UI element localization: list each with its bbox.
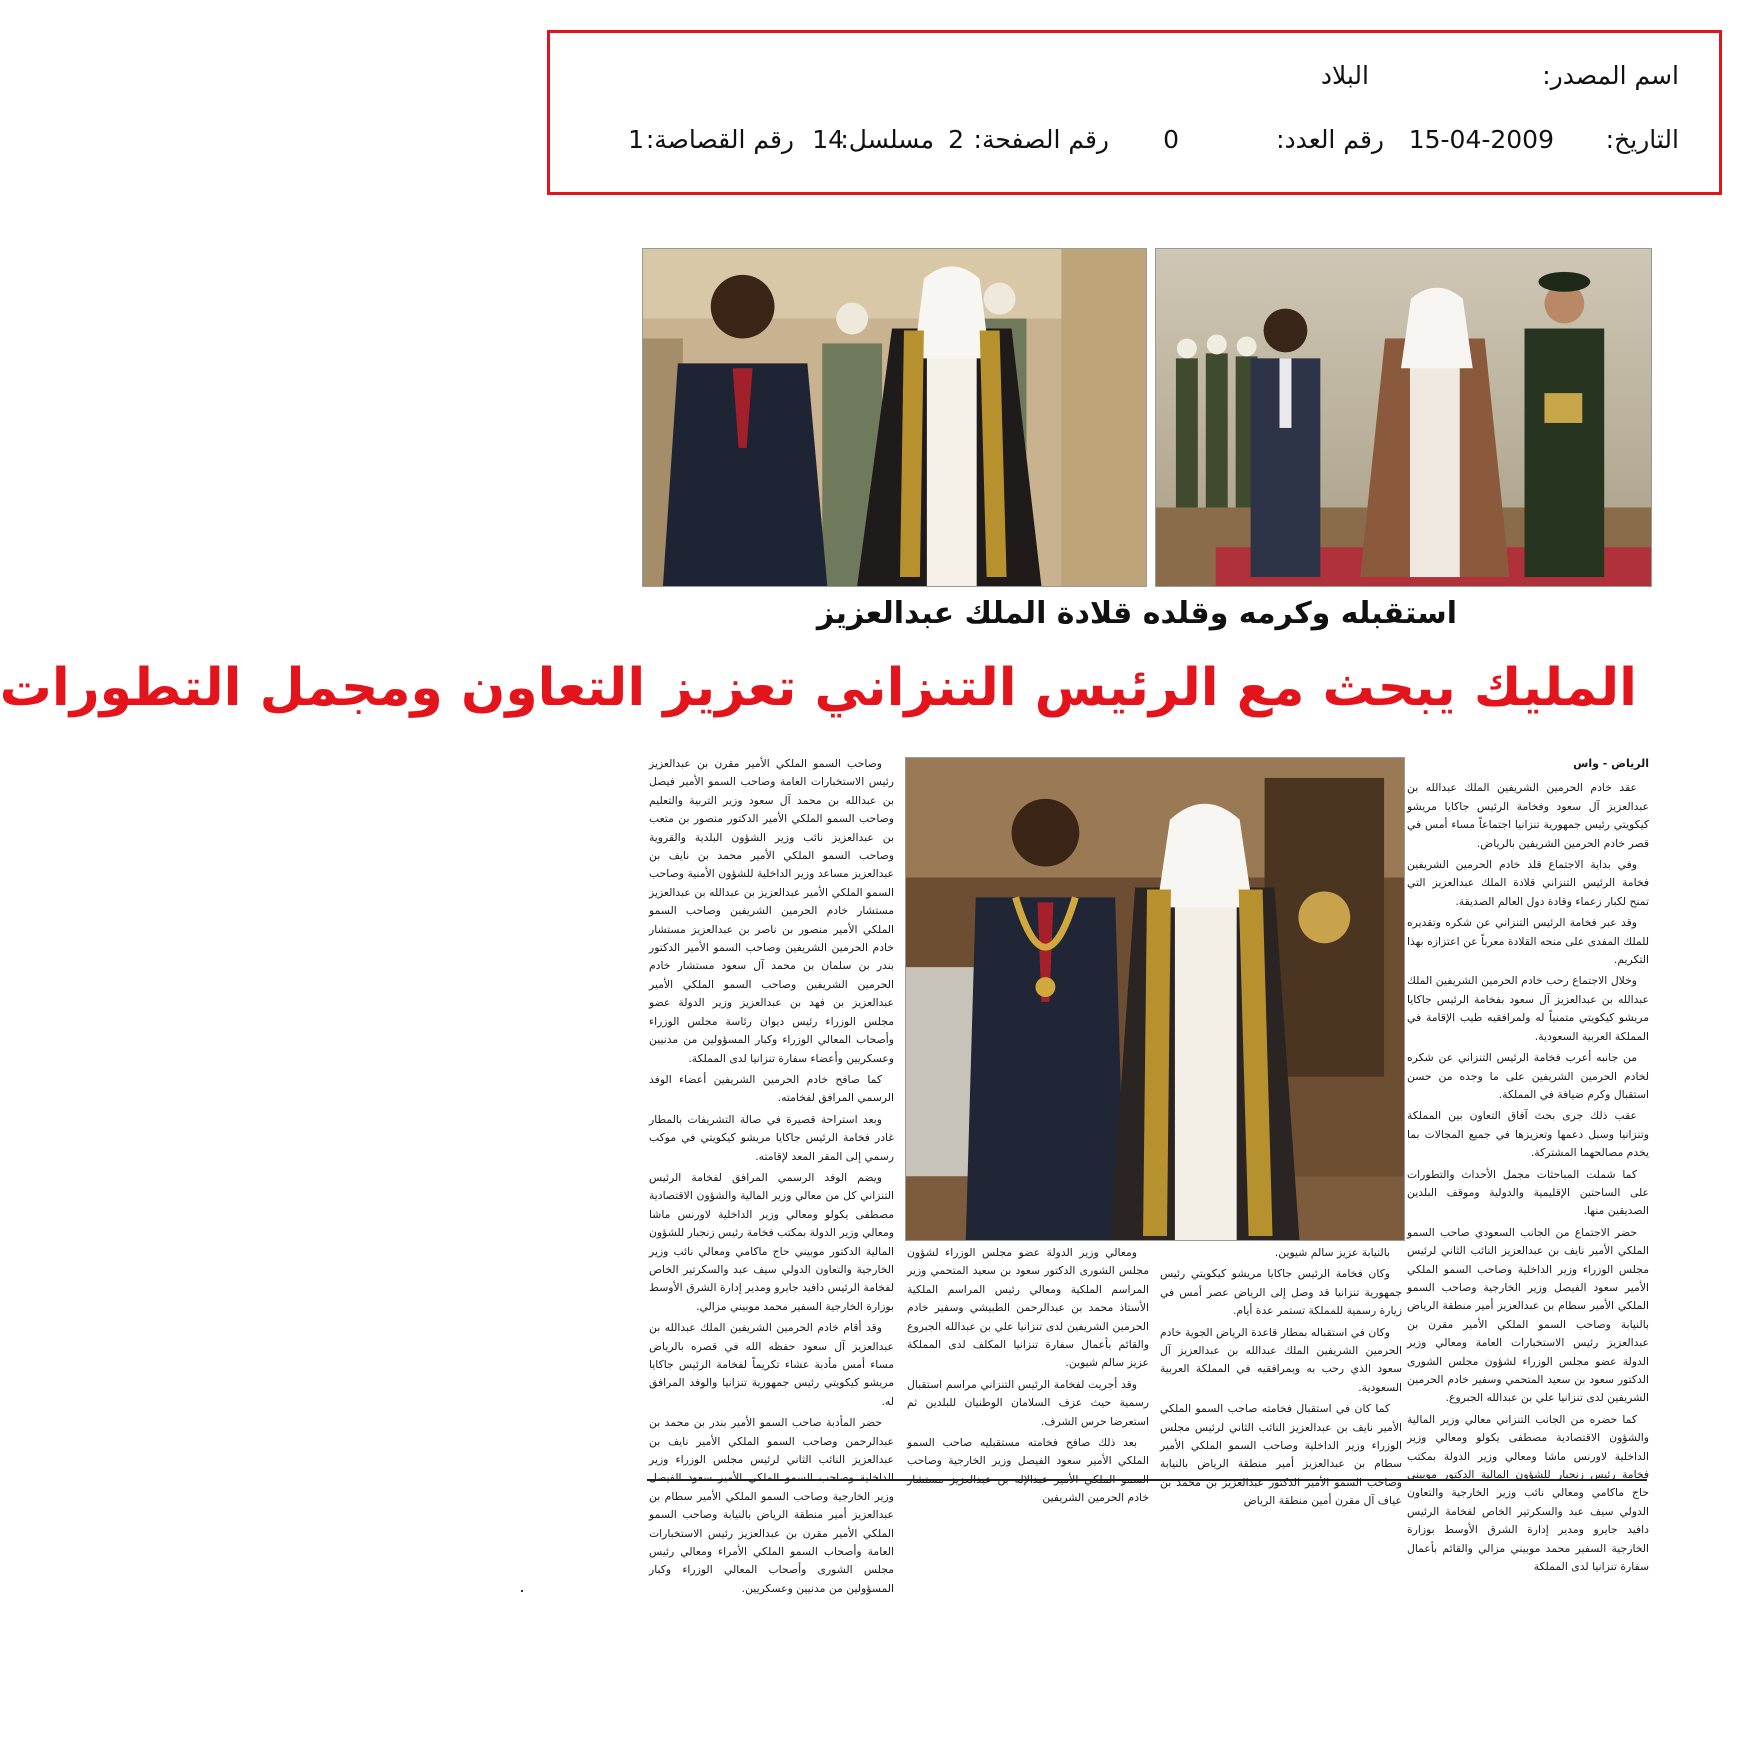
article-column-1 <box>1407 755 1649 1574</box>
date-label: التاريخ: <box>1605 125 1679 154</box>
col1-paragraph: عقب ذلك جرى بحث آفاق التعاون بين المملكة وتنزانيا وسبل دعمها وتعزيزها في جميع المجالات بما يخدم مصالحهما المشتركة. <box>1407 1109 1649 1160</box>
col1-paragraph: وقد عبر فخامة الرئيس التنزاني عن شكره وتقديره للملك المفدى على منحه القلادة معرباً عن اعتزازه بهذا التكريم. <box>1407 916 1649 967</box>
col4-paragraph: وصاحب السمو الملكي الأمير مقرن بن عبدالعزيز رئيس الاستخبارات العامة وصاحب السمو الأمير فيصل بن عبدالله بن محمد آل سعود وزير التربية والتعليم وصاحب السمو الملكي الأمير الدكتور منصور بن متعب بن عبدالعزيز نائب وزير الشؤون البلدية والقروية وصاحب السمو الملكي الأمير محمد بن نايف بن عبدالعزيز مساعد وزير الداخلية للشؤون الأمنية وصاحب السمو الملكي الأمير عبدالعزيز بن عبدالله بن عبدالعزيز مستشار خادم الحرمين الشريفين وصاحب السمو الملكي الأمير منصور بن ناصر بن عبدالعزيز مستشار خادم الحرمين الشريفين وصاحب السمو الأمير الدكتور بندر بن سلمان بن محمد آل سعود مستشار خادم الحرمين الشريفين وصاحب السمو الملكي الأمير عبدالعزيز بن فهد بن عبدالعزيز وزير الدولة عضو مجلس الوزراء رئيس ديوان رئاسة مجلس الوزراء وأصحاب المعالي الوزراء وكبار المسؤولين من مدنيين وعسكريين وأعضاء سفارة تنزانيا لدى المملكة. <box>649 757 894 1065</box>
col1-paragraph: عقد خادم الحرمين الشريفين الملك عبدالله بن عبدالعزيز آل سعود وفخامة الرئيس جاكايا مريشو كيكويتي رئيس جمهورية تنزانيا اجتماعاً مساء أمس في قصر خادم الحرمين الشريفين بالرياض. <box>1407 781 1649 850</box>
col2-paragraph: وكان فخامة الرئيس جاكايا مريشو كيكويتي رئيس جمهورية تنزانيا قد وصل إلى الرياض عصر أمس في زيارة رسمية للمملكة تستمر عدة أيام. <box>1160 1267 1402 1318</box>
photo-necklace-ceremony <box>905 757 1405 1241</box>
article-kicker: استقبله وكرمه وقلده قلادة الملك عبدالعزيز <box>816 596 1458 631</box>
col2-paragraph: بالنيابة عزيز سالم شيوين. <box>1274 1246 1390 1259</box>
source-label: اسم المصدر: <box>1542 61 1679 90</box>
col1-paragraph: كما حضره من الجانب التنزاني معالي وزير المالية والشؤون الاقتصادية مصطفى يكولو ومعالي وزير الداخلية لاورنس ماشا ومعالي وزير الدولة بمكتب فخامة رئيس زنجبار للشؤون المالية الدكتور موبيني حاج ماكامي ومعالي نائب وزير الخارجية والتعاون الدولي سيف عبد والسكرتير الخاص لفخامة الرئيس دافيد جايرو ومدير إدارة الشرق الأوسط بوزارة الخارجية السفير محمد موبيني مزالي والقائم بأعمال سفارة تنزانيا لدى المملكة <box>1407 1412 1649 1574</box>
article-column-2 <box>1160 1244 1402 1508</box>
col4-paragraph: حضر المأدبة صاحب السمو الأمير بندر بن محمد بن عبدالرحمن وصاحب السمو الملكي الأمير نايف بن عبدالعزيز النائب الثاني لرئيس مجلس الوزراء وزير الداخلية وصاحب السمو الملكي الأمير سعود الفيصل وزير الخارجية وصاحب السمو الملكي الأمير سطام بن عبدالعزيز أمير منطقة الرياض بالنيابة وصاحب السمو الملكي الأمير مقرن بن عبدالعزيز رئيس الاستخبارات العامة وأصحاب السمو الملكي الأمراء ومعالي رئيس مجلس الشورى وأصحاب المعالي الوزراء وكبار المسؤولين من مدنيين وعسكريين. <box>649 1416 894 1595</box>
photo-airport-reception <box>1155 248 1652 587</box>
article-column-4 <box>649 755 894 1595</box>
article-column-3 <box>907 1244 1149 1505</box>
col3-paragraph: ومعالي وزير الدولة عضو مجلس الوزراء لشؤون مجلس الشورى الدكتور سعود بن سعيد المتحمي وزير المراسم الملكية ومعالي رئيس المراسم الملكية الأستاذ محمد بن عبدالرحمن الطبيشي وسفير خادم الحرمين الشريفين لدى تنزانيا علي بن عبدالله الجبروع والقائم بأعمال سفارة تنزانيا المكلف لدى المملكة عزيز سالم شيوين. <box>907 1246 1149 1370</box>
col2-paragraph: كما كان في استقبال فخامته صاحب السمو الملكي الأمير نايف بن عبدالعزيز النائب الثاني لرئيس مجلس الوزراء وزير الداخلية وصاحب السمو الملكي الأمير سطام بن عبدالعزيز أمير منطقة الرياض بالنيابة وصاحب السمو الأمير الدكتور عبدالعزيز بن محمد بن عياف آل مقرن أمين منطقة الرياض <box>1160 1402 1402 1508</box>
photo-palace-walk <box>642 248 1147 587</box>
clipping-metadata-box <box>547 30 1722 195</box>
clip-value: 1 <box>628 125 644 154</box>
serial-label: مسلسل: <box>840 125 934 154</box>
col4-paragraph: وبعد استراحة قصيرة في صالة التشريفات بالمطار غادر فخامة الرئيس جاكايا مريشو كيكويتي في موكب رسمي إلى المقر المعد لإقامته. <box>649 1112 894 1163</box>
col1-paragraph: من جانبه أعرب فخامة الرئيس التنزاني عن شكره لخادم الحرمين الشريفين على ما وجده من حسن استقبال وكرم ضيافة في المملكة. <box>1407 1051 1649 1101</box>
col1-paragraph: حضر الاجتماع من الجانب السعودي صاحب السمو الملكي الأمير نايف بن عبدالعزيز النائب الثاني لرئيس مجلس الوزراء وزير الداخلية وصاحب السمو الملكي الأمير سعود الفيصل وزير الخارجية وصاحب السمو الملكي الأمير سطام بن عبدالعزيز أمير منطقة الرياض بالنيابة وصاحب السمو الملكي الأمير مقرن بن عبدالعزيز رئيس الاستخبارات العامة ومعالي وزير الدولة عضو مجلس الوزراء لشؤون مجلس الشورى الدكتور سعود بن سعيد المتحمي وسفير خادم الحرمين الشريفين لدى تنزانيا علي بن عبدالله الجبروع. <box>1407 1225 1649 1405</box>
page-value: 2 <box>948 125 964 154</box>
col4-paragraph: ويضم الوفد الرسمي المرافق لفخامة الرئيس التنزاني كل من معالي وزير المالية والشؤون الاقتصادية مصطفى يكولو ومعالي وزير الداخلية لاورنس ماشا ومعالي وزير الدولة بمكتب فخامة رئيس زنجبار للشؤون المالية الدكتور موبيني حاج ماكامي ومعالي نائب وزير الخارجية والتعاون الدولي سيف عبد والسكرتير الخاص لفخامة الرئيس دافيد جايرو ومدير إدارة الشرق الأوسط بوزارة الخارجية السفير محمد موبيني مزالي. <box>649 1170 894 1313</box>
article-headline: المليك يبحث مع الرئيس التنزاني تعزيز التعاون ومجمل التطورات <box>0 658 1637 718</box>
clip-label: رقم القصاصة: <box>645 125 794 154</box>
source-value: البلاد <box>1320 61 1369 90</box>
article-byline: الرياض - واس <box>1573 757 1649 770</box>
issue-label: رقم العدد: <box>1276 125 1384 154</box>
col1-paragraph: كما شملت المباحثات مجمل الأحداث والتطورات على الساحتين الإقليمية والدولية وموقف البلدين الصديقين منها. <box>1407 1167 1649 1218</box>
date-value: 15-04-2009 <box>1408 125 1554 154</box>
col1-paragraph: وفي بداية الاجتماع قلد خادم الحرمين الشريفين فخامة الرئيس التنزاني قلادة الملك عبدالعزيز التي تمنح لكبار زعماء وقادة دول العالم الصديقة. <box>1407 858 1649 908</box>
col2-paragraph: وكان في استقباله بمطار قاعدة الرياض الجوية خادم الحرمين الشريفين الملك عبدالله بن عبدالعزيز آل سعود الذي رحب به وبمرافقيه في المملكة العربية السعودية. <box>1160 1325 1402 1394</box>
scan-artifact-dot <box>521 1590 523 1592</box>
col3-paragraph: وقد أجريت لفخامة الرئيس التنزاني مراسم استقبال رسمية حيث عزف السلامان الوطنيان للبلدين ثم استعرضا حرس الشرف. <box>907 1377 1149 1428</box>
issue-value: 0 <box>1163 125 1179 154</box>
page-label: رقم الصفحة: <box>973 125 1109 154</box>
article-bottom-rule <box>647 1479 1647 1481</box>
metadata-row-source <box>550 61 1719 101</box>
serial-value: 14 <box>812 125 844 154</box>
col4-paragraph: كما صافح خادم الحرمين الشريفين أعضاء الوفد الرسمي المرافق لفخامته. <box>649 1072 894 1105</box>
col4-paragraph: وقد أقام خادم الحرمين الشريفين الملك عبدالله بن عبدالعزيز آل سعود حفظه الله في قصره بالرياض مساء أمس مأدبة عشاء تكريماً لفخامة الرئيس جاكايا مريشو كيكويتي رئيس جمهورية تنزانيا والوفد المرافق له. <box>649 1321 894 1408</box>
col3-paragraph: بعد ذلك صافح فخامته مستقبليه صاحب السمو الملكي الأمير سعود الفيصل وزير الخارجية وصاحب السمو الملكي الأمير عبدالإله بن عبدالعزيز مستشار خادم الحرمين الشريفين <box>907 1436 1149 1505</box>
metadata-row-details <box>550 125 1719 165</box>
col1-paragraph: وخلال الاجتماع رحب خادم الحرمين الشريفين الملك عبدالله بن عبدالعزيز آل سعود بفخامة الرئيس جاكايا مريشو كيكويتي متمنياً له ولمرافقيه طيب الإقامة في المملكة العربية السعودية. <box>1407 974 1649 1043</box>
